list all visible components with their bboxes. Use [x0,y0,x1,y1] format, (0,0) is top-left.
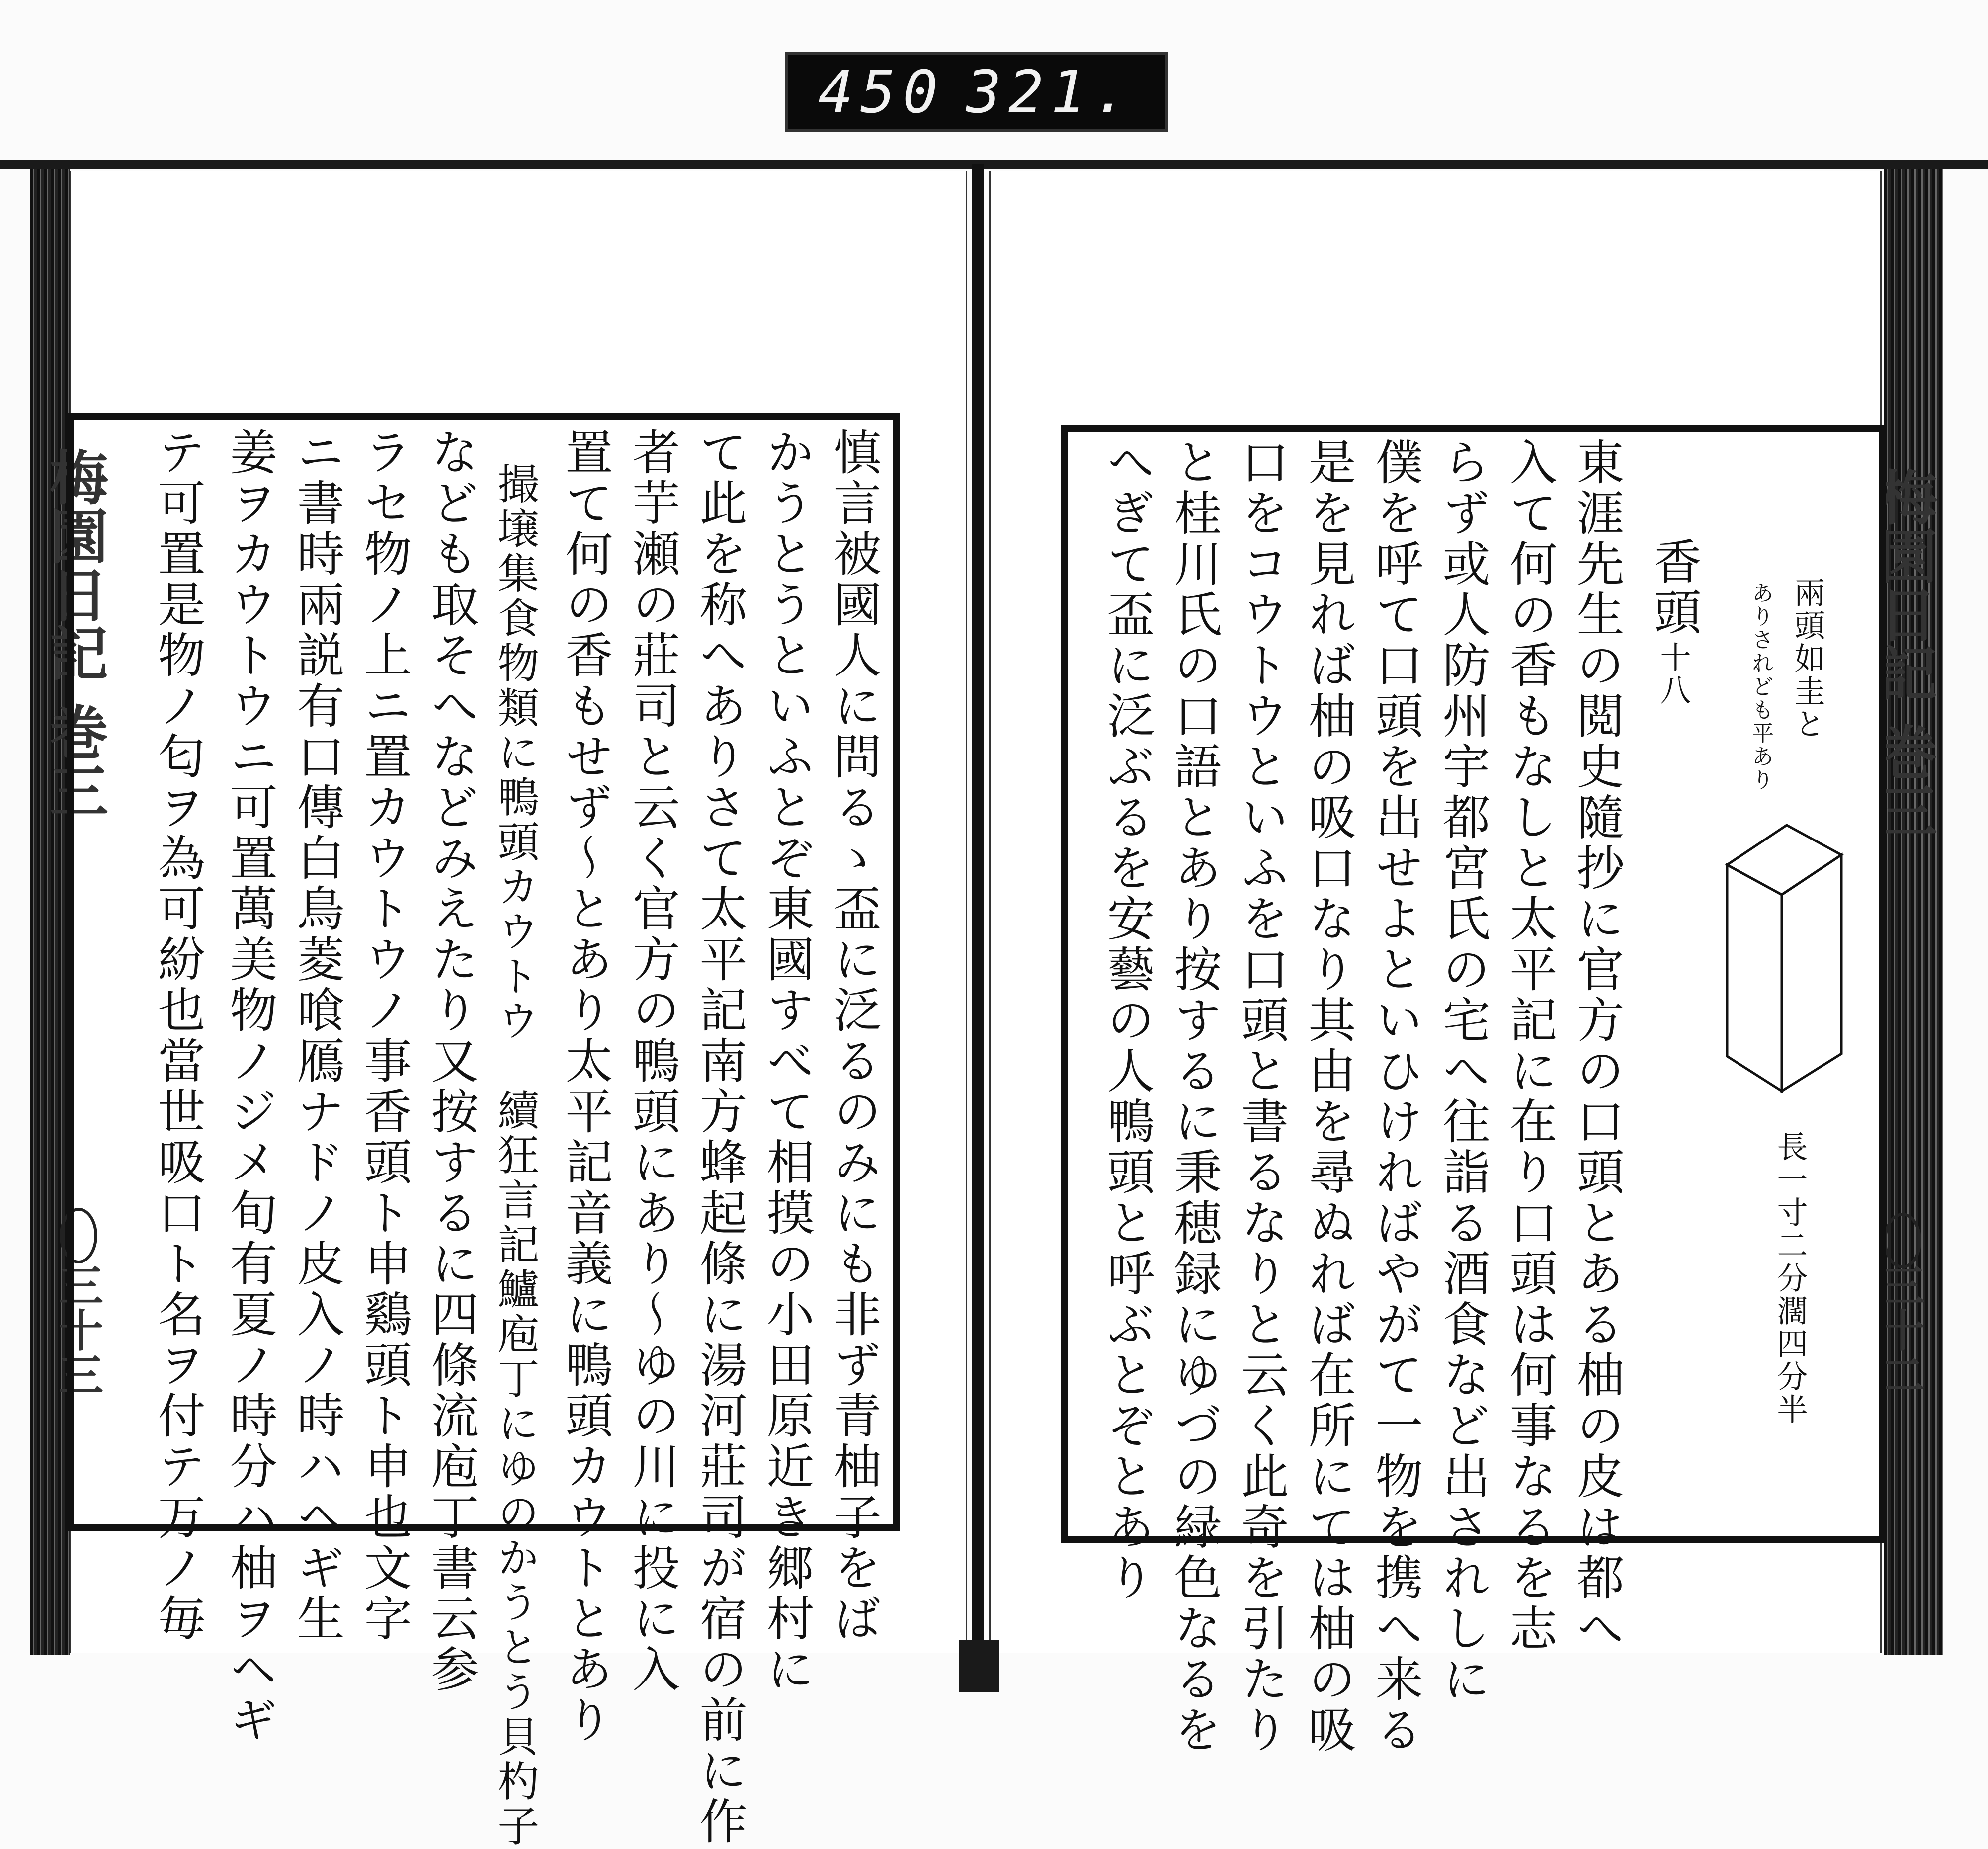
spine-foot [959,1640,999,1692]
right-text-column: 東涯先生の閲史隨抄に官方の口頭とある柚の皮は都へ [1569,437,1625,1654]
catalog-label-plate [785,52,1168,132]
left-text-column: なども取そへなどみえたり又按するに四條流庖丁書云参 [423,427,479,1695]
right-text-column: へぎて盃に泛ぶるを安藝の人鴨頭と呼ぶとぞとあり [1099,437,1155,1603]
block-front-face [1727,865,1782,1091]
right-folio: 三十二 [1872,1262,1925,1397]
right-text-column: らず或人防州宇都宮氏の宅へ往詣る酒食など出されしに [1435,437,1491,1705]
right-text-column: 僕を呼て口頭を出せよといひければやがて一物を携へ来る [1368,437,1423,1756]
left-text-column: 者芋瀬の莊司と云く官方の鴨頭にあり～ゆの川に投に入 [625,427,680,1695]
left-text-column: 姜ヲカウトウニ可置萬美物ノジメ旬有夏ノ時分ハ柚ヲヘギ [222,427,278,1746]
catalog-number-left: 450 [818,58,945,126]
figure-caption: 兩頭如圭と [1789,577,1825,741]
right-text-column: 入て何の香もなしと太平記に在り口頭は何事なるを志 [1502,437,1558,1654]
left-folio: 三十三 [51,1262,103,1397]
left-text-column: テ可置是物ノ匂ヲ為可紛也當世吸口ト名ヲ付テ万ノ毎 [150,427,206,1644]
left-text-column: て此を称へありさて太平記南方蜂起條に湯河莊司が宿の前に作 [692,427,747,1847]
dimension-note: 長一寸二分濶四分半 [1772,1131,1808,1426]
catalog-number-right: 321. [966,58,1135,126]
left-text-column: ラセ物ノ上ニ置カウトウノ事香頭ト申鷄頭ト申也文字 [356,427,412,1644]
right-text-column: 口をコウトウといふを口頭と書るなりと云く此奇を引たり [1234,437,1289,1756]
kato-block-diagram [1717,820,1866,1098]
left-page-edge [30,169,70,1655]
left-text-column: 撮壌集食物類に鴨頭カウトウ 續狂言記鱸庖丁にゆのかうとう貝杓子 [491,462,540,1849]
article-heading: 香頭 [1646,537,1702,638]
block-side-face [1782,855,1841,1091]
right-margin-title: 梅園日記 巻三 [1869,467,1938,840]
left-text-column: 慎言被國人に問るゝ盃に泛るのみにも非ず青柚子をば [826,427,882,1644]
figure-caption: ありされども平あり [1748,582,1773,792]
right-text-column: と桂川氏の口語とあり按するに秉穂録にゆづの緑色なるを [1166,437,1222,1756]
left-text-column: 置て何の香もせず～とあり太平記音義に鴨頭カウトとあり [558,427,613,1746]
left-text-column: かうとうといふとぞ東國すべて相摸の小田原近き郷村に [759,427,815,1695]
block-top-face [1727,825,1841,895]
book-top-rule [0,160,1988,169]
left-text-column: ニ書時兩説有口傳白鳥菱喰鴈ナドノ皮入ノ時ハヘギ生 [289,427,345,1644]
book-spine [972,164,984,1680]
left-margin-title: 梅園日記 巻三 [40,447,109,820]
right-page-edge [1884,169,1943,1655]
right-folio-circle [1884,1213,1921,1268]
article-number: 十八 [1655,641,1691,707]
right-text-column: 是を見れば柚の吸口なり其由を尋ぬれば在所にては柚の吸 [1301,437,1356,1756]
